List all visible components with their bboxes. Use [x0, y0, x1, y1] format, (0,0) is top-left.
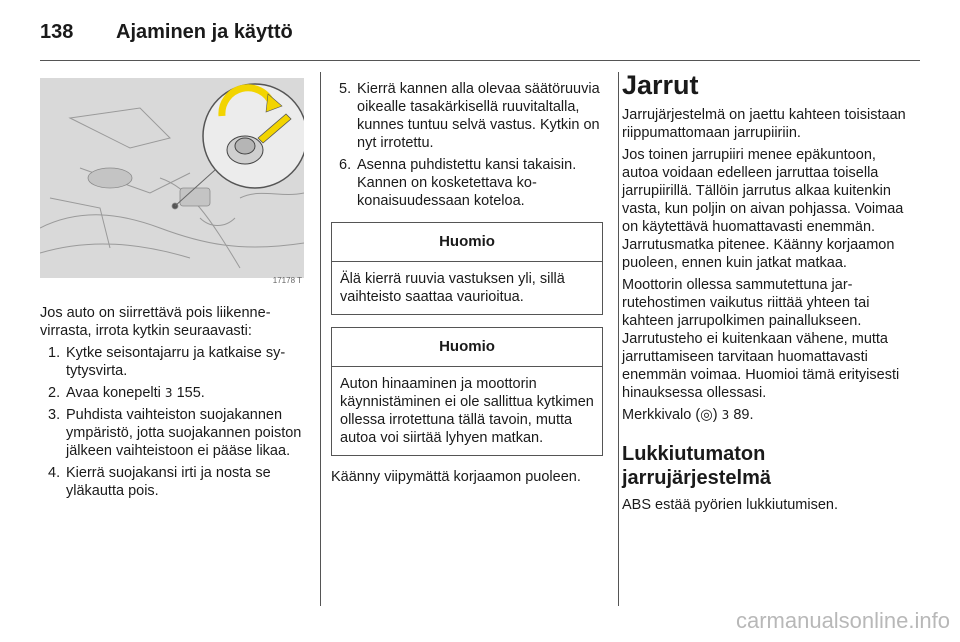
steps-list-2: [331, 80, 603, 210]
header-rule: [40, 60, 920, 61]
list-item: 2. Avaa konepelti 3 155.: [48, 385, 205, 401]
column-1: [40, 78, 308, 504]
abs-heading: Lukkiutumaton jarrujärjestelmä: [622, 443, 771, 489]
notice-body: Älä kierrä ruuvia vastuksen yli, sillä vaihteisto saattaa vaurioitua.: [340, 271, 565, 305]
watermark: carmanualsonline.info: [735, 608, 950, 633]
brakes-heading: Jarrut: [622, 70, 699, 100]
column-2: [331, 80, 603, 490]
figure-label: 17178 T: [272, 276, 302, 285]
page-ref[interactable]: 89.: [733, 407, 754, 423]
column-divider-1: [320, 72, 321, 606]
list-item: 5. Kierrä kannen alla olevaa säätöruuvia oikealle tasakärkisellä ruuvitaltalla, kunnes tuntuu selvä vastus. Kytkin on nyt irrotettu.: [339, 81, 600, 151]
engine-bay-drawing: [40, 78, 304, 278]
steps-list-1: [40, 344, 308, 500]
list-item: 4. Kierrä suojakansi irti ja nosta se yläkautta pois.: [48, 465, 271, 499]
intro-paragraph: Jos auto on siirrettävä pois liikennevirrasta, irrota kytkin seuraavasti:: [40, 305, 271, 339]
brake-warning-icon: (◎): [695, 407, 718, 423]
column-3: [622, 70, 906, 518]
engine-illustration: [40, 78, 304, 290]
column-divider-2: [618, 72, 619, 606]
page-ref[interactable]: 155.: [176, 385, 205, 401]
page-header: [40, 16, 293, 48]
section-title: Ajaminen ja käyttö: [116, 20, 293, 43]
paragraph: Jarrujärjestelmä on jaettu kahteen toisistaan riippumattomaan jarrupiiriin.: [622, 107, 906, 141]
page-ref-icon: 3: [721, 408, 730, 422]
page-number: 138: [40, 20, 74, 43]
warning-light-line: Merkkivalo (◎) 3 89.: [622, 407, 754, 423]
page-ref-icon: 3: [164, 386, 173, 400]
notice-heading: Huomio: [332, 328, 602, 367]
notice-box-1: [331, 222, 603, 315]
paragraph: Moottorin ollessa sammutettuna jarrutehostimen vaikutus riittää yhteen tai kahteen jarrupolkimen painallukseen. Jarrutusteho ei kuitenkaan vähene, mutta jarruttamiseen tarvitaan huomattavasti enemmän voimaa. Huomioi tämä erityisesti hinauksessa ollessasi.: [622, 277, 900, 401]
notice-box-2: [331, 327, 603, 456]
list-item: 3. Puhdista vaihteiston suojakannen ympäristö, jotta suojakannen poiston jälkeen vaihteistoon ei pääse likaa.: [48, 407, 302, 459]
list-item: 1. Kytke seisontajarru ja katkaise sytytysvirta.: [48, 345, 286, 379]
notice-body: Auton hinaaminen ja moottorin käynnistäminen ei ole sallittua kytkimen ollessa irrotettuna tällä tavoin, mutta autoa voi siirtää lyhyen matkan.: [340, 376, 594, 446]
paragraph: Jos toinen jarrupiiri menee epäkuntoon, autoa voidaan edelleen jarruttaa toisella jarrupiirillä. Tällöin jarrutus alkaa kuitenkin vasta, kun poljin on aivan pohjassa. Voimaa on käytettävä huomattavasti enemmän. Jarrutusmatka pitenee. Käänny korjaamon puoleen, ennen kuin jatkat matkaa.: [622, 147, 904, 271]
outro-paragraph: Käänny viipymättä korjaamon puoleen.: [331, 469, 581, 485]
notice-heading: Huomio: [332, 223, 602, 262]
list-item: 6. Asenna puhdistettu kansi takaisin. Kannen on kosketettava kokonaisuudessaan koteloa.: [339, 157, 577, 209]
abs-paragraph: ABS estää pyörien lukkiutumisen.: [622, 497, 838, 513]
